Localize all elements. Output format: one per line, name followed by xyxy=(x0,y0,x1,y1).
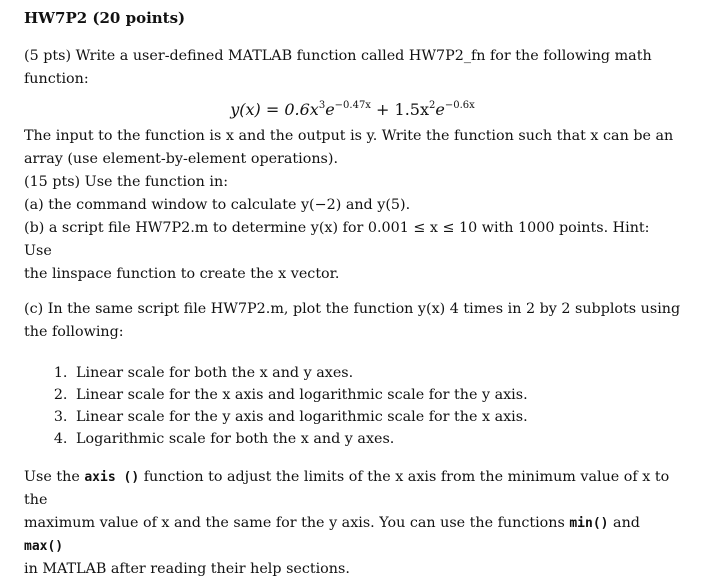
eq-exp2: −0.47x xyxy=(334,100,371,111)
min-function-code: min() xyxy=(569,516,609,531)
part2-line1: (15 pts) Use the function in: xyxy=(24,174,229,190)
input-line1: The input to the function is x and the output is y. Write the function such that x can be an xyxy=(24,128,674,144)
list-item: 1. Linear scale for both the x and y axes. xyxy=(72,362,681,384)
eq-mid: + 1.5x xyxy=(370,100,429,119)
list-item: 2. Linear scale for the x axis and logarithmic scale for the y axis. xyxy=(72,384,681,406)
final-l1a: Use the xyxy=(24,469,85,485)
part2-line4: the linspace function to create the x vector. xyxy=(24,266,340,282)
final-l1b: function to adjust the limits of the x axis from the minimum value of x to the xyxy=(24,469,670,508)
part1-text xyxy=(24,45,681,91)
part1-line2: function: xyxy=(24,71,89,87)
part-c-text xyxy=(24,298,681,344)
math-equation xyxy=(24,92,681,124)
final-paragraph xyxy=(24,466,681,581)
final-l2: maximum value of x and the same for the y axis. You can use the functions xyxy=(24,515,570,531)
axis-function-code: axis () xyxy=(84,470,140,485)
input-description xyxy=(24,125,681,286)
eq-lhs: y(x) = 0.6x xyxy=(230,100,319,119)
part-c-line2: the following: xyxy=(24,324,124,340)
problem-title: HW7P2 (20 points) xyxy=(24,9,186,27)
list-item: 4. Logarithmic scale for both the x and y axes. xyxy=(72,428,681,450)
part1-line1: (5 pts) Write a user-defined MATLAB function called HW7P2_fn for the following math xyxy=(24,48,652,64)
input-line2: array (use element-by-element operations). xyxy=(24,151,339,167)
final-and: and xyxy=(608,515,640,531)
plot-list xyxy=(24,362,681,450)
eq-exp4: −0.6x xyxy=(444,100,475,111)
final-l3: in MATLAB after reading their help sections. xyxy=(24,561,350,577)
max-function-code: max() xyxy=(24,539,64,554)
list-item: 3. Linear scale for the y axis and logarithmic scale for the x axis. xyxy=(72,406,681,428)
part-c-line1: (c) In the same script file HW7P2.m, plot the function y(x) 4 times in 2 by 2 subplots using xyxy=(24,301,681,317)
part2-line3: (b) a script file HW7P2.m to determine y(x) for 0.001 ≤ x ≤ 10 with 1000 points. Hint: Use xyxy=(24,220,650,259)
eq-exp3: 2 xyxy=(429,100,436,111)
eq-e2: e xyxy=(435,100,445,119)
part2-line2: (a) the command window to calculate y(−2) and y(5). xyxy=(24,197,411,213)
eq-e1: e xyxy=(325,100,335,119)
eq-exp1: 3 xyxy=(318,100,326,111)
